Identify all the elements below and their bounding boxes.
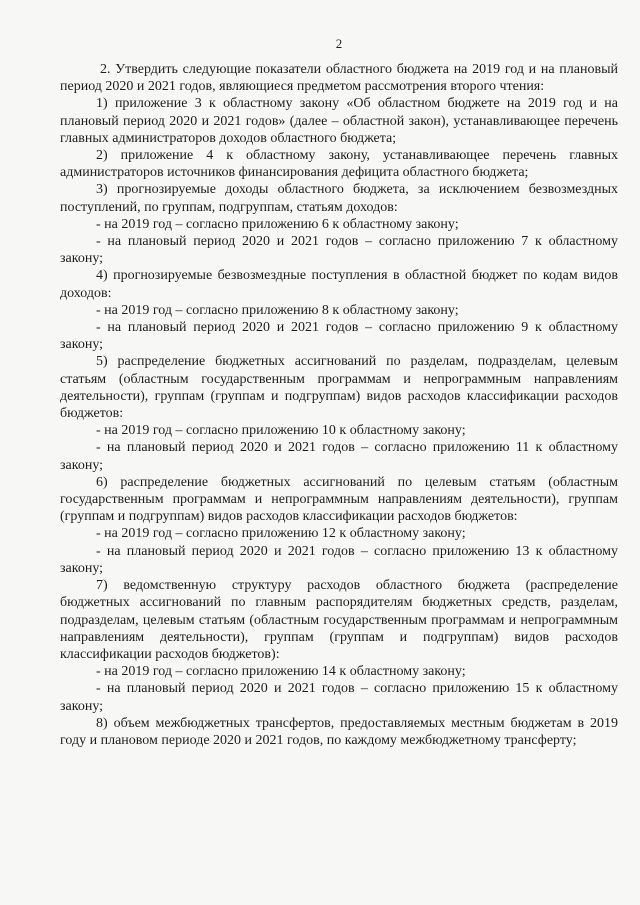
paragraph-subitem-1: 1) приложение 3 к областному закону «Об областном бюджете на 2019 год и на плановый период 2020 и 2021 годов» (далее – областной закон), устанавливающее перечень главных администраторов доходов областного бюджета; xyxy=(60,96,618,146)
paragraph-subitem-5: 5) распределение бюджетных ассигнований по разделам, подразделам, целевым статьям (областным государственным программам и непрограммным направлениям деятельности), группам (группам и подгруппам) видов расходов классификации расходов бюджетов: xyxy=(60,354,618,422)
paragraph-item-2: 2. Утвердить следующие показатели областного бюджета на 2019 год и на плановый период 2020 и 2021 годов, являющиеся предметом рассмотрения второго чтения: xyxy=(60,62,618,95)
paragraph-dash-item: - на 2019 год – согласно приложению 6 к областному закону; xyxy=(96,216,459,232)
paragraph-dash-item: - на 2019 год – согласно приложению 14 к областному закону; xyxy=(96,664,466,680)
paragraph-dash-item: - на 2019 год – согласно приложению 8 к областному закону; xyxy=(96,302,459,318)
paragraph-dash-item: - на плановый период 2020 и 2021 годов – согласно приложению 13 к областному закону; xyxy=(60,543,618,576)
paragraph-dash-item: - на плановый период 2020 и 2021 годов – согласно приложению 7 к областному закону; xyxy=(60,234,618,267)
paragraph-dash-item: - на плановый период 2020 и 2021 годов – согласно приложению 15 к областному закону; xyxy=(60,681,618,714)
paragraph-subitem-2: 2) приложение 4 к областному закону, устанавливающее перечень главных администраторов источников финансирования дефицита областного бюджета; xyxy=(60,148,618,181)
paragraph-dash-item: - на плановый период 2020 и 2021 годов – согласно приложению 9 к областному закону; xyxy=(60,320,618,353)
paragraph-subitem-4: 4) прогнозируемые безвозмездные поступления в областной бюджет по кодам видов доходов: xyxy=(60,268,618,301)
page-number: 2 xyxy=(335,36,343,51)
paragraph-dash-item: - на 2019 год – согласно приложению 10 к областному закону; xyxy=(96,423,466,439)
paragraph-subitem-3: 3) прогнозируемые доходы областного бюджета, за исключением безвозмездных поступлений, по группам, подгруппам, статьям доходов: xyxy=(60,182,618,215)
paragraph-subitem-6: 6) распределение бюджетных ассигнований по целевым статьям (областным государственным программам и непрограммным направлениям деятельности), группам (группам и подгруппам) видов расходов классификации расходов бюджетов: xyxy=(60,474,618,525)
paragraph-subitem-7: 7) ведомственную структуру расходов областного бюджета (распределение бюджетных ассигнований по главным распорядителям бюджетных средств, разделам, подразделам, целевым статьям (областным государственным программам и непрограммным направлениям деятельности), группам (группам и подгруппам) видов расходов классификации расходов бюджетов): xyxy=(60,578,618,662)
paragraph-dash-item: - на 2019 год – согласно приложению 12 к областному закону; xyxy=(96,526,466,542)
paragraph-dash-item: - на плановый период 2020 и 2021 годов – согласно приложению 11 к областному закону; xyxy=(60,440,618,473)
paragraph-subitem-8: 8) объем межбюджетных трансфертов, предоставляемых местным бюджетам в 2019 году и плановом периоде 2020 и 2021 годов, по каждому межбюджетному трансферту; xyxy=(60,715,618,748)
